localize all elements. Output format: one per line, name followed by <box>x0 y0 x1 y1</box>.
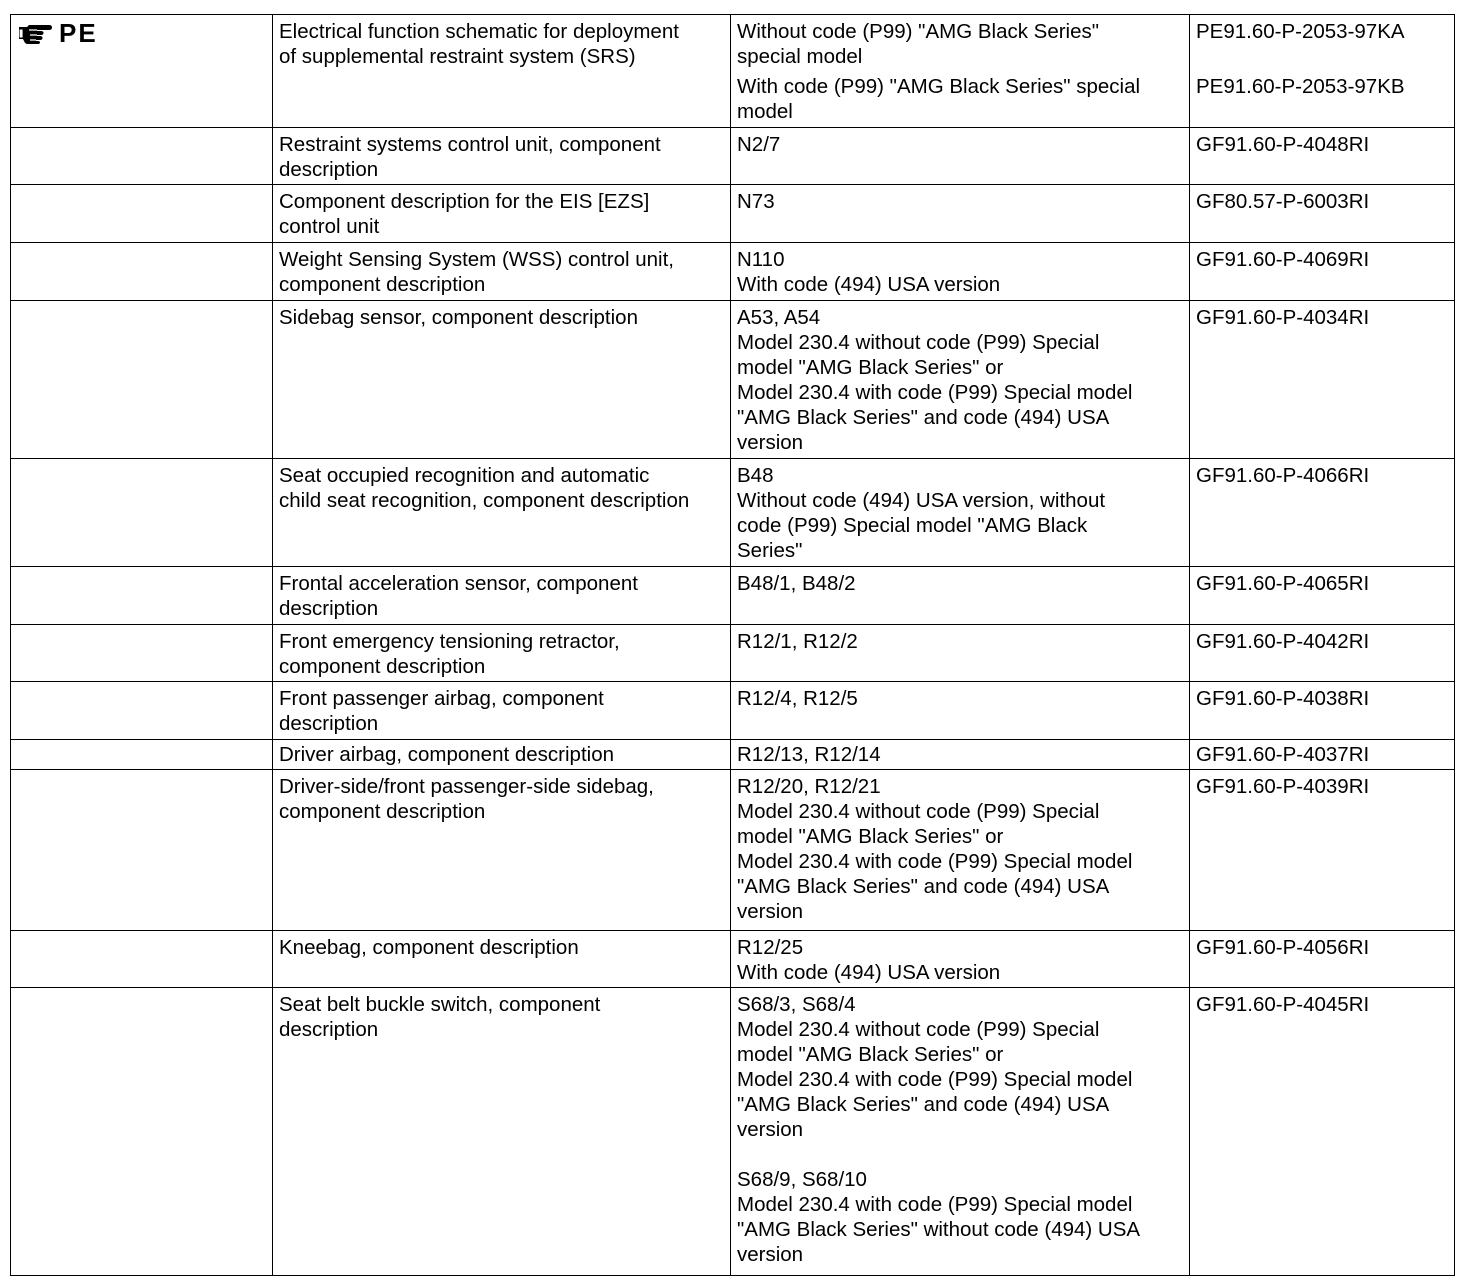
table-row <box>11 770 1455 931</box>
description-cell <box>273 740 731 770</box>
condition-line: Model 230.4 without code (P99) Special <box>737 331 1100 354</box>
document-number: GF91.60-P-4039RI <box>1196 775 1370 798</box>
condition-line: "AMG Black Series" and code (494) USA <box>737 875 1110 898</box>
pe-tag-label: PE <box>59 18 98 48</box>
condition-line: S68/3, S68/4 <box>737 993 856 1016</box>
condition-line: "AMG Black Series" without code (494) USA <box>737 1218 1141 1241</box>
description-line: child seat recognition, component description <box>279 489 690 512</box>
description-cell <box>273 988 731 1276</box>
description-line: Front passenger airbag, component <box>279 687 604 710</box>
tag-cell <box>11 931 273 988</box>
tag-cell <box>11 567 273 625</box>
condition-line: Without code (494) USA version, without <box>737 489 1106 512</box>
condition-cell <box>731 15 1190 128</box>
document-cell <box>1190 459 1455 567</box>
document-cell <box>1190 988 1455 1276</box>
condition-line: A53, A54 <box>737 306 821 329</box>
condition-line: model "AMG Black Series" or <box>737 825 1004 848</box>
description-line: component description <box>279 655 486 678</box>
condition-cell <box>731 625 1190 682</box>
tag-cell <box>11 770 273 931</box>
document-number: GF91.60-P-4066RI <box>1196 464 1370 487</box>
condition-line: N73 <box>737 190 775 213</box>
table-row <box>11 459 1455 567</box>
description-cell <box>273 185 731 243</box>
tag-cell <box>11 682 273 740</box>
description-cell <box>273 128 731 185</box>
tag-cell <box>11 459 273 567</box>
document-number: PE91.60-P-2053-97KA <box>1196 20 1405 43</box>
table-row <box>11 682 1455 740</box>
description-cell <box>273 243 731 301</box>
condition-line: model <box>737 100 793 123</box>
document-cell <box>1190 625 1455 682</box>
table-row <box>11 301 1455 459</box>
document-cell <box>1190 15 1455 128</box>
condition-line: Model 230.4 with code (P99) Special model <box>737 381 1133 404</box>
condition-line: N2/7 <box>737 133 781 156</box>
description-line: component description <box>279 273 486 296</box>
tag-cell <box>11 988 273 1276</box>
condition-line: Series" <box>737 539 803 562</box>
description-line: Seat occupied recognition and automatic <box>279 464 650 487</box>
description-line: Driver-side/front passenger-side sidebag, <box>279 775 654 798</box>
condition-line: With code (494) USA version <box>737 961 1001 984</box>
condition-line: S68/9, S68/10 <box>737 1168 867 1191</box>
document-number: GF91.60-P-4045RI <box>1196 993 1370 1016</box>
description-cell <box>273 567 731 625</box>
tag-cell <box>11 185 273 243</box>
document-number: GF91.60-P-4034RI <box>1196 306 1370 329</box>
table-body <box>11 15 1455 1276</box>
table-row <box>11 740 1455 770</box>
document-cell <box>1190 301 1455 459</box>
description-line: of supplemental restraint system (SRS) <box>279 45 636 68</box>
condition-line: B48 <box>737 464 774 487</box>
description-line: component description <box>279 800 486 823</box>
table-row <box>11 185 1455 243</box>
description-cell <box>273 770 731 931</box>
document-number: GF91.60-P-4069RI <box>1196 248 1370 271</box>
document-number: GF91.60-P-4065RI <box>1196 572 1370 595</box>
table-row <box>11 243 1455 301</box>
condition-line: code (P99) Special model "AMG Black <box>737 514 1088 537</box>
description-line: Kneebag, component description <box>279 936 579 959</box>
condition-cell <box>731 770 1190 931</box>
condition-line: R12/13, R12/14 <box>737 743 881 766</box>
description-line: Electrical function schematic for deployment <box>279 20 679 43</box>
condition-line: Without code (P99) "AMG Black Series" <box>737 20 1100 43</box>
document-cell <box>1190 740 1455 770</box>
description-cell <box>273 625 731 682</box>
document-cell <box>1190 185 1455 243</box>
condition-line: R12/20, R12/21 <box>737 775 881 798</box>
description-line: Restraint systems control unit, component <box>279 133 661 156</box>
table-row <box>11 625 1455 682</box>
pointing-hand-icon <box>17 22 53 44</box>
condition-line: R12/25 <box>737 936 804 959</box>
condition-line: Model 230.4 with code (P99) Special model <box>737 850 1133 873</box>
description-line: Frontal acceleration sensor, component <box>279 572 638 595</box>
document-number: GF80.57-P-6003RI <box>1196 190 1370 213</box>
condition-cell <box>731 988 1190 1276</box>
condition-line: With code (P99) "AMG Black Series" special <box>737 75 1141 98</box>
document-cell <box>1190 770 1455 931</box>
description-cell <box>273 301 731 459</box>
description-line: Driver airbag, component description <box>279 743 614 766</box>
table-row <box>11 128 1455 185</box>
condition-cell <box>731 740 1190 770</box>
condition-line: R12/1, R12/2 <box>737 630 858 653</box>
tag-cell <box>11 243 273 301</box>
description-line: description <box>279 1018 379 1041</box>
condition-cell <box>731 185 1190 243</box>
description-line: description <box>279 158 379 181</box>
description-line: control unit <box>279 215 380 238</box>
tag-cell <box>11 301 273 459</box>
table-row <box>11 931 1455 988</box>
condition-line: "AMG Black Series" and code (494) USA <box>737 406 1110 429</box>
description-line: Seat belt buckle switch, component <box>279 993 601 1016</box>
condition-line: Model 230.4 with code (P99) Special model <box>737 1068 1133 1091</box>
document-number: GF91.60-P-4038RI <box>1196 687 1370 710</box>
table-row <box>11 15 1455 128</box>
condition-line: Model 230.4 with code (P99) Special model <box>737 1193 1133 1216</box>
condition-cell <box>731 931 1190 988</box>
condition-line: N110 <box>737 248 785 271</box>
condition-line: model "AMG Black Series" or <box>737 356 1004 379</box>
description-cell <box>273 682 731 740</box>
document-number: PE91.60-P-2053-97KB <box>1196 75 1405 98</box>
condition-line: "AMG Black Series" and code (494) USA <box>737 1093 1110 1116</box>
reference-table <box>10 14 1455 1276</box>
document-cell <box>1190 243 1455 301</box>
description-line: Weight Sensing System (WSS) control unit, <box>279 248 674 271</box>
condition-cell <box>731 128 1190 185</box>
tag-cell <box>11 740 273 770</box>
condition-line: version <box>737 1118 804 1141</box>
condition-line: model "AMG Black Series" or <box>737 1043 1004 1066</box>
tag-cell <box>11 15 273 128</box>
condition-cell <box>731 682 1190 740</box>
tag-cell <box>11 625 273 682</box>
condition-line: version <box>737 1243 804 1266</box>
condition-line: version <box>737 431 804 454</box>
description-line: Front emergency tensioning retractor, <box>279 630 620 653</box>
condition-cell <box>731 243 1190 301</box>
table-row <box>11 988 1455 1276</box>
condition-line: special model <box>737 45 863 68</box>
description-line: Component description for the EIS [EZS] <box>279 190 650 213</box>
document-cell <box>1190 931 1455 988</box>
description-line: description <box>279 712 379 735</box>
description-cell <box>273 931 731 988</box>
description-cell <box>273 15 731 128</box>
document-number: GF91.60-P-4037RI <box>1196 743 1370 766</box>
tag-cell <box>11 128 273 185</box>
condition-line: version <box>737 900 804 923</box>
description-line: Sidebag sensor, component description <box>279 306 638 329</box>
condition-line: With code (494) USA version <box>737 273 1001 296</box>
condition-cell <box>731 459 1190 567</box>
document-cell <box>1190 682 1455 740</box>
condition-line: R12/4, R12/5 <box>737 687 858 710</box>
pe-tag <box>17 19 266 47</box>
document-number: GF91.60-P-4042RI <box>1196 630 1370 653</box>
document-cell <box>1190 128 1455 185</box>
document-number: GF91.60-P-4048RI <box>1196 133 1370 156</box>
condition-cell <box>731 567 1190 625</box>
condition-line: Model 230.4 without code (P99) Special <box>737 1018 1100 1041</box>
condition-line: Model 230.4 without code (P99) Special <box>737 800 1100 823</box>
condition-line: B48/1, B48/2 <box>737 572 856 595</box>
table-row <box>11 567 1455 625</box>
description-line: description <box>279 597 379 620</box>
document-number: GF91.60-P-4056RI <box>1196 936 1370 959</box>
condition-cell <box>731 301 1190 459</box>
document-cell <box>1190 567 1455 625</box>
description-cell <box>273 459 731 567</box>
